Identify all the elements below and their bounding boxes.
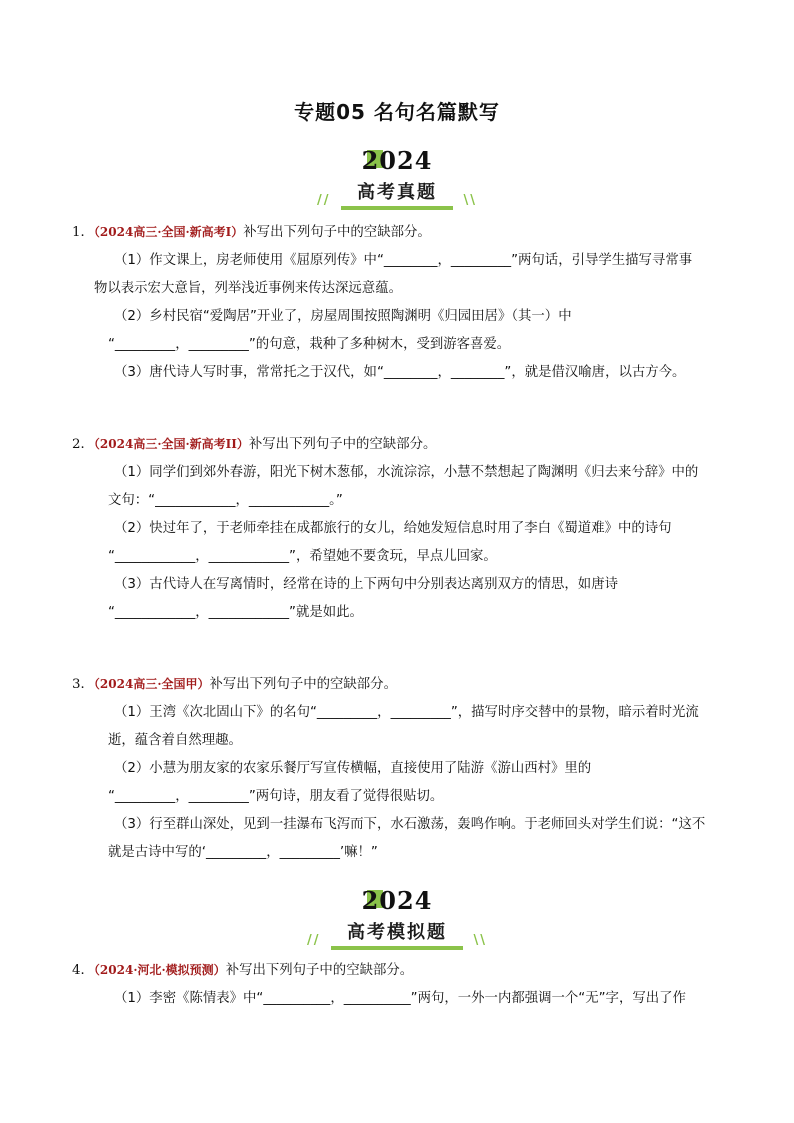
question-3 bbox=[72, 670, 724, 867]
question-1 bbox=[72, 218, 724, 387]
page-title: 专题05 名句名篇默写 bbox=[294, 100, 500, 124]
question-source: （2024高三·全国·新高考II） bbox=[93, 437, 249, 451]
item-line: （3）唐代诗人写时事，常常托之于汉代，如“________，________”，就是借汉喻唐，以古方今。 bbox=[114, 365, 686, 380]
question-2 bbox=[72, 430, 724, 627]
section-year: 2024 bbox=[361, 886, 433, 915]
question-number: 2． bbox=[72, 437, 94, 452]
question-4 bbox=[72, 956, 724, 1013]
item-line: （1）作文课上，房老师使用《屈原列传》中“________，_________”两句话，引导学生描写寻常事 bbox=[114, 253, 693, 268]
question-number: 4． bbox=[72, 963, 94, 978]
item-line: 就是古诗中写的‘_________，_________’嘛！” bbox=[108, 845, 378, 860]
section-ribbon bbox=[317, 180, 477, 210]
question-instruction: 补写出下列句子中的空缺部分。 bbox=[248, 437, 437, 452]
item-line: “_________，_________”的句意，栽种了多种树木，受到游客喜爱。 bbox=[108, 337, 511, 352]
item-line: “_________，_________”两句诗，朋友看了觉得很贴切。 bbox=[108, 789, 444, 804]
section-header-real-exam bbox=[0, 146, 794, 216]
section-label: 高考模拟题 bbox=[347, 922, 447, 943]
item-line: （3）古代诗人在写离情时，经常在诗的上下两句中分别表达离别双方的情思，如唐诗 bbox=[114, 577, 618, 592]
section-year: 2024 bbox=[361, 146, 433, 175]
item-line: （3）行至群山深处，见到一挂瀑布飞泻而下，水石激荡，轰鸣作响。于老师回头对学生们说：“这不 bbox=[114, 817, 706, 832]
item-line: 物以表示宏大意旨，列举浅近事例来传达深远意蕴。 bbox=[94, 281, 402, 296]
section-ribbon bbox=[307, 920, 487, 950]
question-source: （2024高三·全国·新高考I） bbox=[93, 225, 244, 239]
item-line: （1）王湾《次北固山下》的名句“_________，_________”，描写时序交替中的景物，暗示着时光流 bbox=[114, 705, 699, 720]
item-line: 逝，蕴含着自然理趣。 bbox=[108, 733, 242, 748]
item-line: 文句：“____________，____________。” bbox=[108, 493, 343, 508]
item-line: （2）乡村民宿“爱陶居”开业了，房屋周围按照陶渊明《归园田居》（其一）中 bbox=[114, 309, 572, 324]
item-line: “____________，____________”，希望她不要贪玩，早点儿回家。 bbox=[108, 549, 497, 564]
item-line: （2）小慧为朋友家的农家乐餐厅写宣传横幅，直接使用了陆游《游山西村》里的 bbox=[114, 761, 592, 776]
question-instruction: 补写出下列句子中的空缺部分。 bbox=[209, 677, 397, 692]
question-source: （2024高三·全国甲） bbox=[93, 677, 210, 691]
slash-decoration-icon: \\ bbox=[463, 193, 477, 208]
section-label: 高考真题 bbox=[357, 182, 437, 203]
question-number: 3． bbox=[72, 677, 94, 692]
item-line: （2）快过年了，于老师牵挂在成都旅行的女儿，给她发短信息时用了李白《蜀道难》中的诗句 bbox=[114, 521, 672, 536]
question-source: （2024·河北·模拟预测） bbox=[93, 963, 226, 977]
question-number: 1． bbox=[72, 225, 94, 240]
slash-decoration-icon: // bbox=[307, 933, 321, 948]
item-line: “____________，____________”就是如此。 bbox=[108, 605, 363, 620]
slash-decoration-icon: // bbox=[317, 193, 331, 208]
slash-decoration-icon: \\ bbox=[473, 933, 487, 948]
question-instruction: 补写出下列句子中的空缺部分。 bbox=[225, 963, 414, 978]
section-header-mock-exam bbox=[0, 886, 794, 956]
item-line: （1）李密《陈情表》中“__________，__________”两句，一外一内都强调一个“无”字，写出了作 bbox=[114, 991, 686, 1006]
item-line: （1）同学们到郊外春游，阳光下树木葱郁，水流淙淙，小慧不禁想起了陶渊明《归去来兮辞》中的 bbox=[114, 465, 699, 480]
question-instruction: 补写出下列句子中的空缺部分。 bbox=[243, 225, 431, 240]
